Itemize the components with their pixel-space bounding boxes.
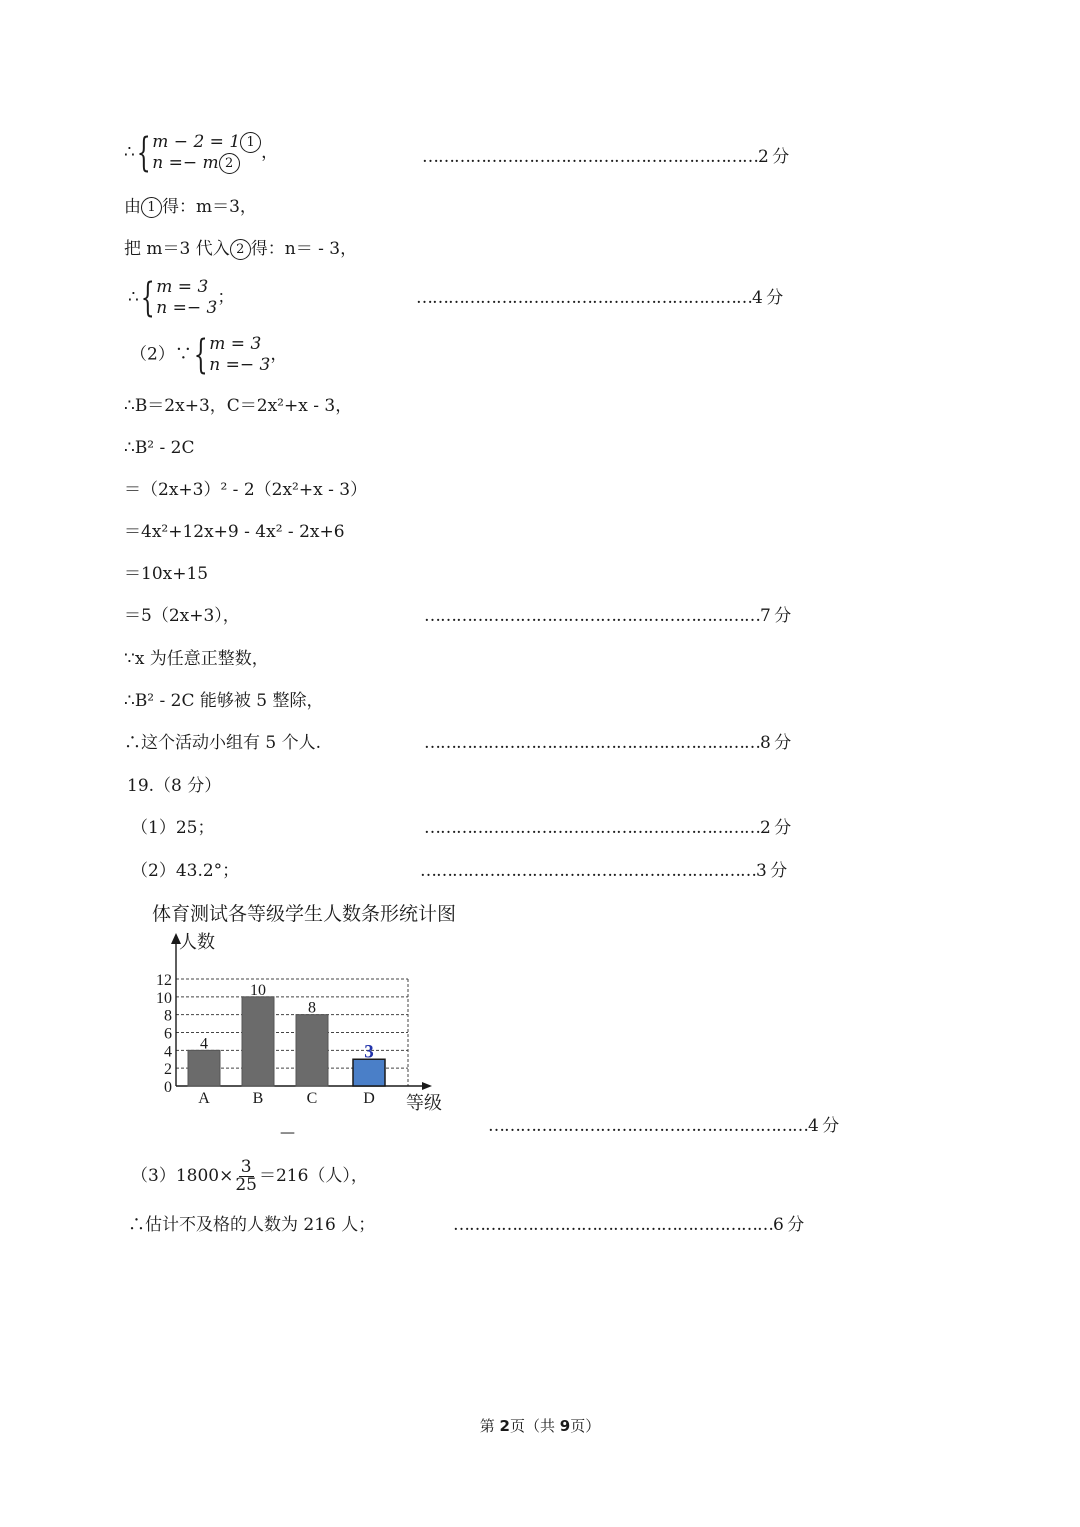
bar-value-label: 3 [364,1041,374,1063]
y-tick-label: 12 [156,972,172,989]
line-13: ∴B² - 2C 能够被 5 整除， [124,691,324,711]
line-16: （1）25； [131,818,215,838]
line-system-1: ∴ { m − 2 = 1 1 n =− m 2 ， [124,130,279,176]
line-9: ＝4x²+12x+9 - 4x² - 2x+6 [124,522,345,542]
system-row-1: m = 3 [209,334,262,354]
fraction-denominator: 25 [235,1175,257,1195]
equation-system: { m = 3 n =− 3 [193,332,271,378]
y-tick-label: 0 [164,1079,172,1096]
equation-system: { m − 2 = 1 1 n =− m 2 [135,132,261,174]
line-10: ＝10x+15 [124,564,209,584]
line-8: ＝（2x+3）² - 2（2x²+x - 3） [124,480,368,500]
line-2: 由 1 得：m＝3， [124,197,257,217]
stray-dash: — [280,1123,295,1141]
score-line-8: ……………………………………………………6 分 [453,1215,804,1235]
system-row-2: n =− m 2 [152,153,261,174]
page-number: 2 [499,1417,510,1435]
line-11: ＝5（2x+3）， [124,606,240,626]
bar-a [188,1050,220,1086]
line-19: ∴估计不及格的人数为 216 人； [128,1215,376,1235]
line-6: ∴B＝2x+3，C＝2x²+x - 3， [124,396,353,416]
x-axis-arrow [422,1082,432,1090]
fraction-numerator: 3 [240,1157,252,1177]
system-row-1: m = 3 [156,277,209,297]
line-3: 把 m＝3 代入 2 得：n＝ - 3， [124,239,358,259]
equation-system: { m = 3 n =− 3 [140,275,218,321]
bar-value-label: 10 [250,981,266,999]
line-system-3: （2）∵ { m = 3 n =− 3 ， [130,332,288,378]
line-18: （3）1800× $\frac{3}{25}$ ＝216（人）， [131,1157,368,1195]
system-row-1: m − 2 = 1 1 [152,132,261,153]
bar-b [242,997,274,1086]
system-row-2: n =− 3 [156,298,218,318]
x-tick-label: C [306,1090,318,1107]
chart-title: 体育测试各等级学生人数条形统计图 [152,903,457,925]
x-tick-label: D [363,1090,375,1107]
x-tick-label: A [198,1090,210,1107]
line-14: ∴这个活动小组有 5 个人. [124,733,322,753]
bar-chart [140,928,470,1118]
bar-value-label: 8 [308,999,316,1017]
y-tick-label: 6 [164,1025,172,1043]
circled-number-1: 1 [141,197,162,218]
line-system-2: ∴ { m = 3 n =− 3 ； [128,275,235,321]
score-line-3: ………………………………………………………7 分 [424,606,791,626]
line-7: ∴B² - 2C [124,438,195,458]
y-tick-label: 10 [156,989,172,1007]
score-line-1: ………………………………………………………2 分 [422,147,789,167]
fraction [235,1159,257,1194]
line-17: （2）43.2°； [131,861,240,881]
y-axis-label: 人数 [179,932,215,953]
score-line-7: ……………………………………………………4 分 [488,1116,839,1136]
y-tick-label: 4 [164,1043,172,1061]
page-footer: 第 2页（共 9页） [479,1417,601,1435]
y-tick-label: 8 [164,1007,172,1025]
circled-number-2: 2 [219,153,240,174]
score-line-2: ………………………………………………………4 分 [416,288,783,308]
bar-value-label: 4 [200,1035,208,1053]
x-axis-label: 等级 [406,1093,442,1114]
system-row-2: n =− 3 [209,355,271,375]
circled-number-2: 2 [230,239,251,260]
circled-number-1: 1 [240,132,261,153]
score-line-4: ………………………………………………………8 分 [424,733,791,753]
therefore-symbol: ∴ [124,142,135,163]
score-line-5: ………………………………………………………2 分 [424,818,791,838]
question-19-heading: 19.（8 分） [127,776,222,796]
line-12: ∵x 为任意正整数， [124,649,269,669]
y-tick-label: 2 [164,1061,172,1079]
page-total: 9 [559,1417,571,1435]
bar-c [296,1015,328,1086]
x-tick-label: B [252,1090,264,1107]
bar-d [353,1059,385,1086]
score-line-6: ………………………………………………………3 分 [420,861,787,881]
